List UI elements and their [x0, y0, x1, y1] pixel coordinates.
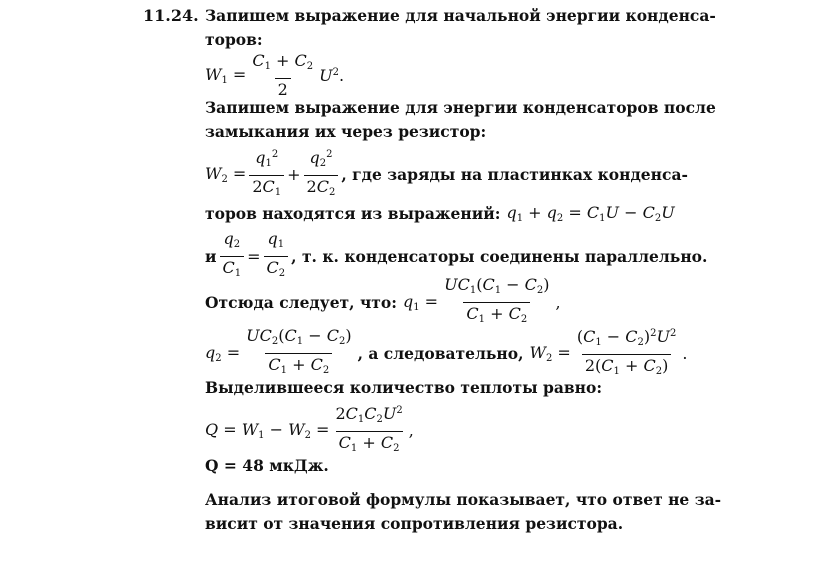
text-line-5: , где заряды на пластинках конденса- — [341, 164, 688, 184]
text-line-1: Запишем выражение для начальной энергии конденса- — [205, 6, 716, 25]
text-line-8: Отсюда следует, что: — [205, 293, 397, 312]
text-and: и — [205, 247, 217, 266]
text-line-9: , а следовательно, — [357, 343, 524, 363]
problem-number: 11.24. — [143, 6, 199, 25]
text-line-2: торов: — [205, 30, 263, 49]
result-value: Q = 48 мкДж. — [205, 456, 329, 475]
formula-heat: $Q = W_1 - W_2$ = $\frac{2C_1C_2U^2}{C_1 + C_2}$ , — [205, 402, 414, 458]
text-line-10: Выделившееся количество теплоты равно: — [205, 378, 603, 397]
formula-w2: $W_2$ = $\frac{q_1^2}{2C_1}$ + $\frac{q_2^2}{2C_2}$ , где заряды на пластинках конденса- — [205, 146, 696, 202]
conclusion-line-2: висит от значения сопротивления резистора. — [205, 514, 624, 533]
text-line-6: торов находятся из выражений: — [205, 204, 501, 223]
text-line-7: , т. к. конденсаторы соединены параллельно. — [291, 247, 708, 266]
formula-q1: Отсюда следует, что: $q_1$ = $\frac{UC_1(C_1 - C_2)}{C_1 + C_2}$ , — [205, 276, 561, 329]
formula-q2-w2: $q_2$ = $\frac{UC_2(C_1 - C_2)}{C_1 + C_2}$ , а следовательно, $W_2$ = $\frac{(C_1 - C_2)^2U^2}{2(C_1 + C_2)}$ . — [205, 325, 687, 381]
formula-w1: $W_1$ = $\frac{C_1 + C_2}{2}$ $U^2$. — [205, 51, 345, 99]
text-line-3: Запишем выражение для энергии конденсаторов после — [205, 98, 716, 117]
formula-charge-sum: торов находятся из выражений: $q_1 + q_2 = C_1U - C_2U$ — [205, 203, 675, 224]
text-line-4: замыкания их через резистор: — [205, 122, 487, 141]
formula-charge-ratio: и $\frac{q_2}{C_1}$ = $\frac{q_1}{C_2}$ , т. к. конденсаторы соединены параллельно. — [205, 230, 707, 283]
result-line — [205, 456, 329, 476]
conclusion-line-1: Анализ итоговой формулы показывает, что ответ не за- — [205, 490, 722, 509]
